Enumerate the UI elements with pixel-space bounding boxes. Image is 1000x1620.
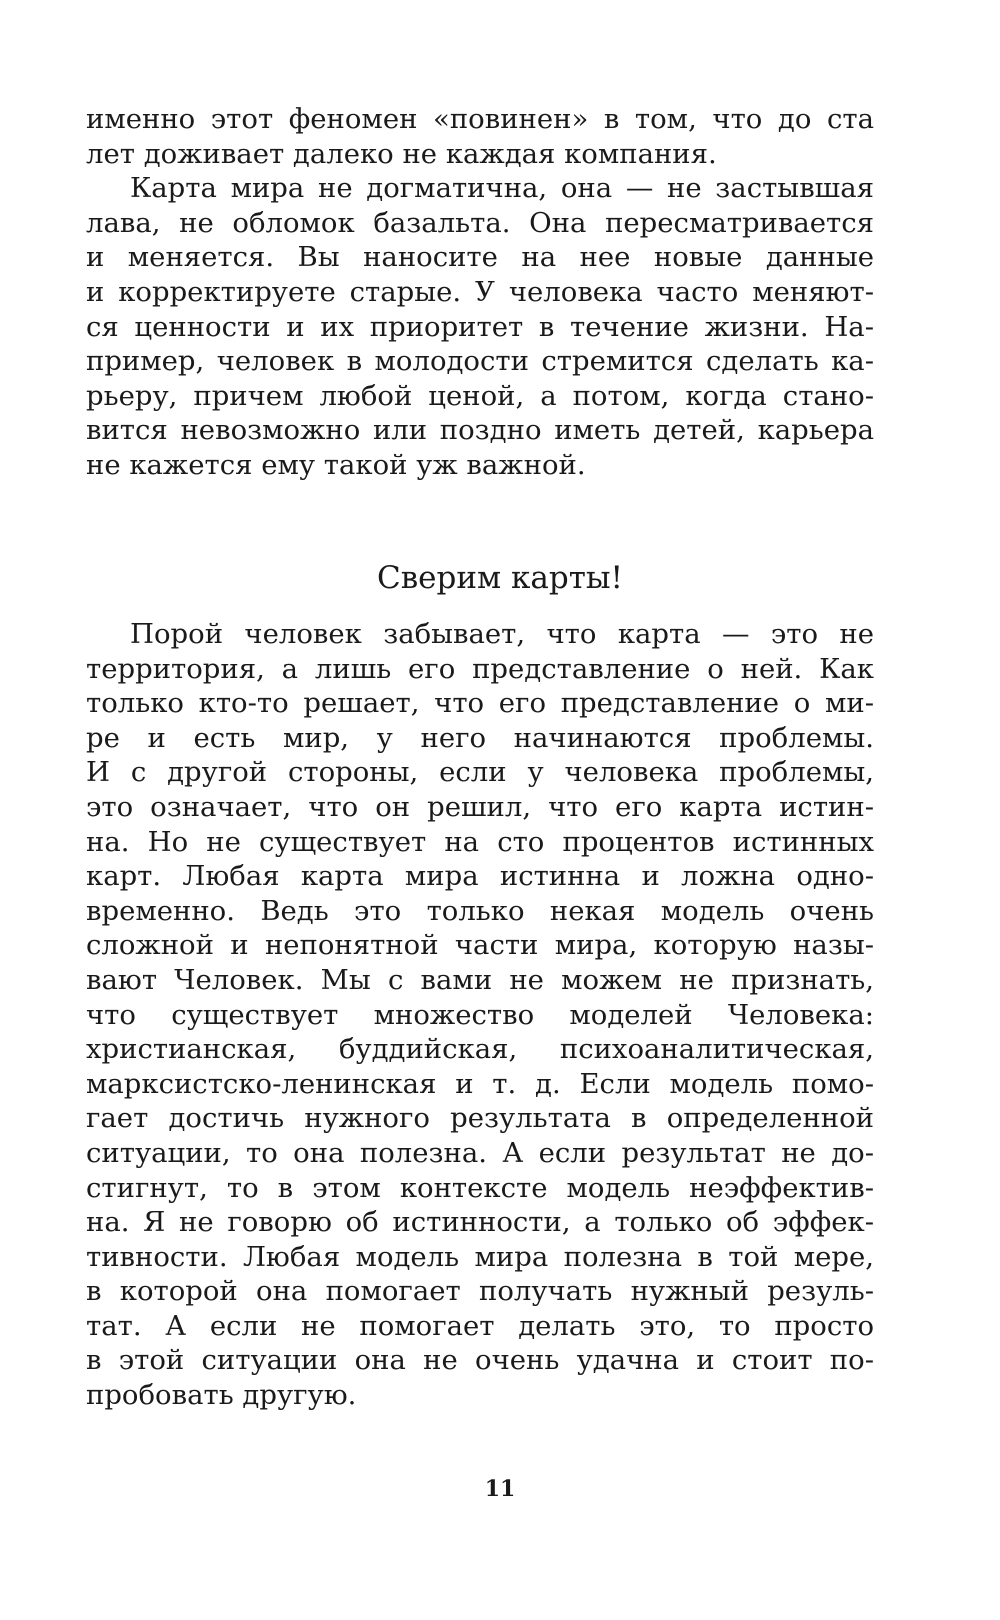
text-line: ся ценности и их приоритет в течение жизни. На- <box>86 310 874 343</box>
text-line: вится невозможно или поздно иметь детей, карьера <box>86 414 874 447</box>
text-block-upper <box>86 102 874 483</box>
text-line: тат. А если не помогает делать это, то просто <box>86 1309 874 1342</box>
page-number: 11 <box>484 1476 516 1502</box>
text-line: только кто-то решает, что его представление о ми- <box>86 687 874 720</box>
text-line: карт. Любая карта мира истинна и ложна одно- <box>86 860 874 893</box>
text-line: пример, человек в молодости стремится сделать ка- <box>86 345 874 378</box>
text-line: И с другой стороны, если у человека проблемы, <box>86 756 874 789</box>
text-line: христианская, буддийская, психоаналитическая, <box>86 1033 874 1066</box>
text-block-lower <box>86 617 874 1413</box>
text-line: территория, а лишь его представление о ней. Как <box>86 652 874 685</box>
text-line: лет доживает далеко не каждая компания. <box>86 137 717 170</box>
text-line: именно этот феномен «повинен» в том, что до ста <box>86 103 874 135</box>
text-line: это означает, что он решил, что его карта истин- <box>86 790 874 823</box>
text-line: и меняется. Вы наносите на нее новые данные <box>86 241 874 274</box>
text-line: вают Человек. Мы с вами не можем не признать, <box>86 963 874 996</box>
text-line: лава, не обломок базальта. Она пересматривается <box>86 206 874 239</box>
text-line: не кажется ему такой уж важной. <box>86 448 586 481</box>
text-line: временно. Ведь это только некая модель очень <box>86 894 874 927</box>
text-line: на. Я не говорю об истинности, а только об эффек- <box>86 1206 874 1239</box>
text-line: ситуации, то она полезна. А если результат не до- <box>86 1136 874 1169</box>
text-line: гает достичь нужного результата в определенной <box>86 1102 874 1135</box>
text-line: в этой ситуации она не очень удачна и стоит по- <box>86 1344 874 1377</box>
text-line: Карта мира не догматична, она — не застывшая <box>130 172 874 205</box>
text-line: и корректируете старые. У человека часто меняют- <box>86 275 874 308</box>
text-line: ре и есть мир, у него начинаются проблемы. <box>86 721 874 754</box>
text-line: сложной и непонятной части мира, которую назы- <box>86 929 874 962</box>
text-line: в которой она помогает получать нужный резуль- <box>86 1275 874 1308</box>
text-line: что существует множество моделей Человека: <box>86 998 874 1031</box>
text-line: марксистско-ленинская и т. д. Если модель помо- <box>86 1067 874 1100</box>
text-line: рьеру, причем любой ценой, а потом, когда стано- <box>86 379 874 412</box>
text-line: на. Но не существует на сто процентов истинных <box>86 825 874 858</box>
text-line: Порой человек забывает, что карта — это не <box>130 618 874 650</box>
text-line: стигнут, то в этом контексте модель неэффектив- <box>86 1171 874 1204</box>
text-line: тивности. Любая модель мира полезна в той мере, <box>86 1240 874 1273</box>
section-title: Сверим карты! <box>377 560 623 596</box>
text-line: пробовать другую. <box>86 1379 357 1412</box>
